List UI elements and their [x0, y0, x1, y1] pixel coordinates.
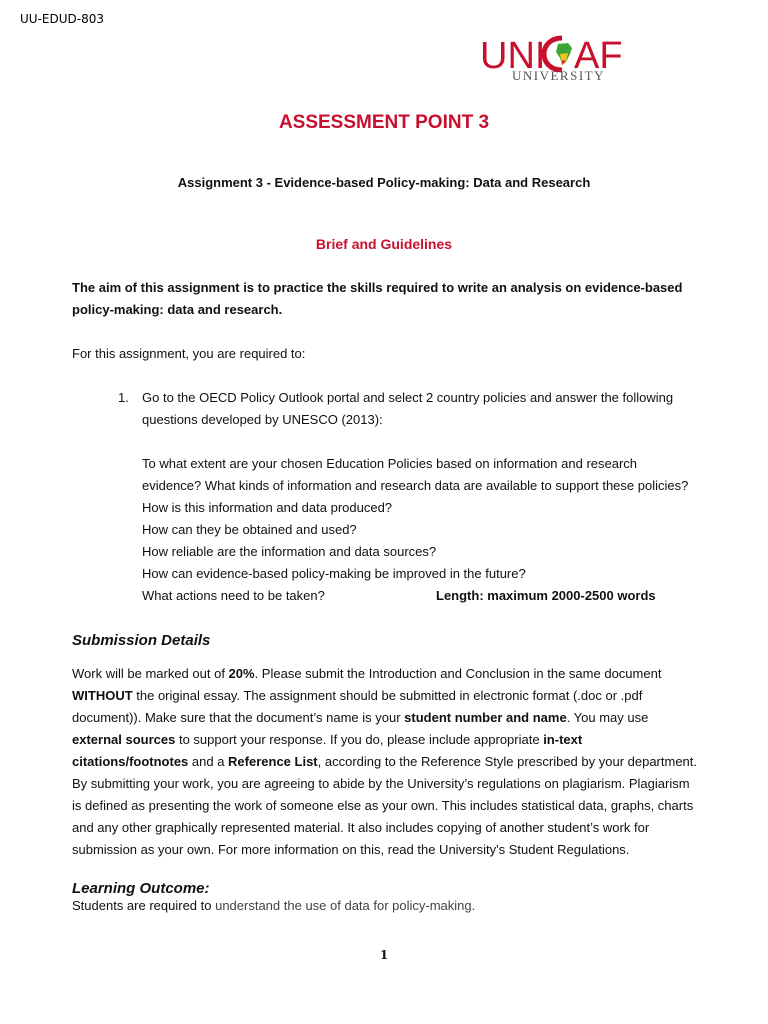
- questions-block: [142, 453, 702, 607]
- aim-line-2: policy-making: data and research.: [72, 302, 283, 317]
- logo-uni-text: UNI: [480, 35, 546, 77]
- submission-line-3: [72, 707, 702, 729]
- submission-heading: Submission Details: [72, 632, 211, 649]
- text: and a: [188, 754, 229, 769]
- citations-text: citations/footnotes: [72, 754, 189, 769]
- question-5: How can evidence-based policy-making be improved in the future?: [142, 566, 526, 581]
- logo-subtitle: UNIVERSITY: [512, 68, 605, 83]
- text: document)). Make sure that the document’s name is your: [72, 710, 405, 725]
- without-text: WITHOUT: [72, 688, 133, 703]
- brief-heading: Brief and Guidelines: [315, 236, 453, 252]
- reference-list-text: Reference List: [228, 754, 318, 769]
- learning-outcome-goal: understand the use of data for policy-making.: [215, 898, 476, 913]
- submission-line-5: [72, 751, 702, 773]
- text: Students are required to: [72, 898, 216, 913]
- length-requirement: Length: maximum 2000-2500 words: [436, 588, 656, 603]
- question-6-row: [142, 585, 702, 607]
- africa-icon: [544, 38, 572, 70]
- submission-line-6: By submitting your work, you are agreeing to abide by the University’s regulations on plagiarism. Plagiarism: [72, 776, 690, 791]
- list-line-2: questions developed by UNESCO (2013):: [142, 412, 383, 427]
- page-number: 1: [379, 948, 389, 962]
- question-3: How can they be obtained and used?: [142, 522, 357, 537]
- question-1-line-2: evidence? What kinds of information and research data are available to support these policies?: [142, 478, 689, 493]
- aim-paragraph: [72, 277, 702, 321]
- text: Work will be marked out of: [72, 666, 229, 681]
- document-code: UU-EDUD-803: [20, 12, 104, 26]
- submission-line-8: and any other graphically represented material. It also includes copying of another student’s work for: [72, 820, 650, 835]
- submission-line-4: [72, 729, 702, 751]
- question-2: How is this information and data produced?: [142, 500, 393, 515]
- intro-text: For this assignment, you are required to:: [72, 346, 306, 361]
- submission-paragraph: [72, 663, 702, 861]
- submission-line-1: [72, 663, 702, 685]
- learning-outcome-heading: Learning Outcome:: [72, 880, 210, 897]
- question-6: What actions need to be taken?: [142, 588, 325, 603]
- logo-af-text: AF: [574, 35, 623, 77]
- list-line-1: Go to the OECD Policy Outlook portal and select 2 country policies and answer the following: [142, 390, 674, 405]
- marks-percent: 20%: [228, 666, 255, 681]
- text: . You may use: [566, 710, 649, 725]
- aim-line-1: The aim of this assignment is to practice the skills required to write an analysis on evidence-based: [72, 280, 683, 295]
- student-number-text: student number and name: [404, 710, 567, 725]
- submission-line-9: submission as your own. For more information on this, read the University's Student Regulations.: [72, 842, 630, 857]
- list-item: [142, 387, 702, 431]
- in-text-text: in-text: [543, 732, 583, 747]
- unicaf-logo-graphic: [478, 32, 638, 84]
- assignment-title: Assignment 3 - Evidence-based Policy-making: Data and Research: [177, 175, 591, 190]
- list-number: 1.: [118, 390, 129, 405]
- external-sources-text: external sources: [72, 732, 176, 747]
- text: . Please submit the Introduction and Conclusion in the same document: [254, 666, 662, 681]
- text: to support your response. If you do, please include appropriate: [175, 732, 544, 747]
- question-1-line-1: To what extent are your chosen Education Policies based on information and research: [142, 456, 638, 471]
- text: the original essay. The assignment should be submitted in electronic format (.doc or .pdf: [132, 688, 643, 703]
- learning-outcome-text: [72, 895, 702, 917]
- page-title: ASSESSMENT POINT 3: [278, 112, 490, 133]
- text: , according to the Reference Style prescribed by your department.: [317, 754, 698, 769]
- question-4: How reliable are the information and data sources?: [142, 544, 437, 559]
- submission-line-7: is defined as presenting the work of someone else as your own. This includes statistical data, graphs, charts: [72, 798, 694, 813]
- unicaf-logo: [478, 32, 638, 84]
- submission-line-2: [72, 685, 702, 707]
